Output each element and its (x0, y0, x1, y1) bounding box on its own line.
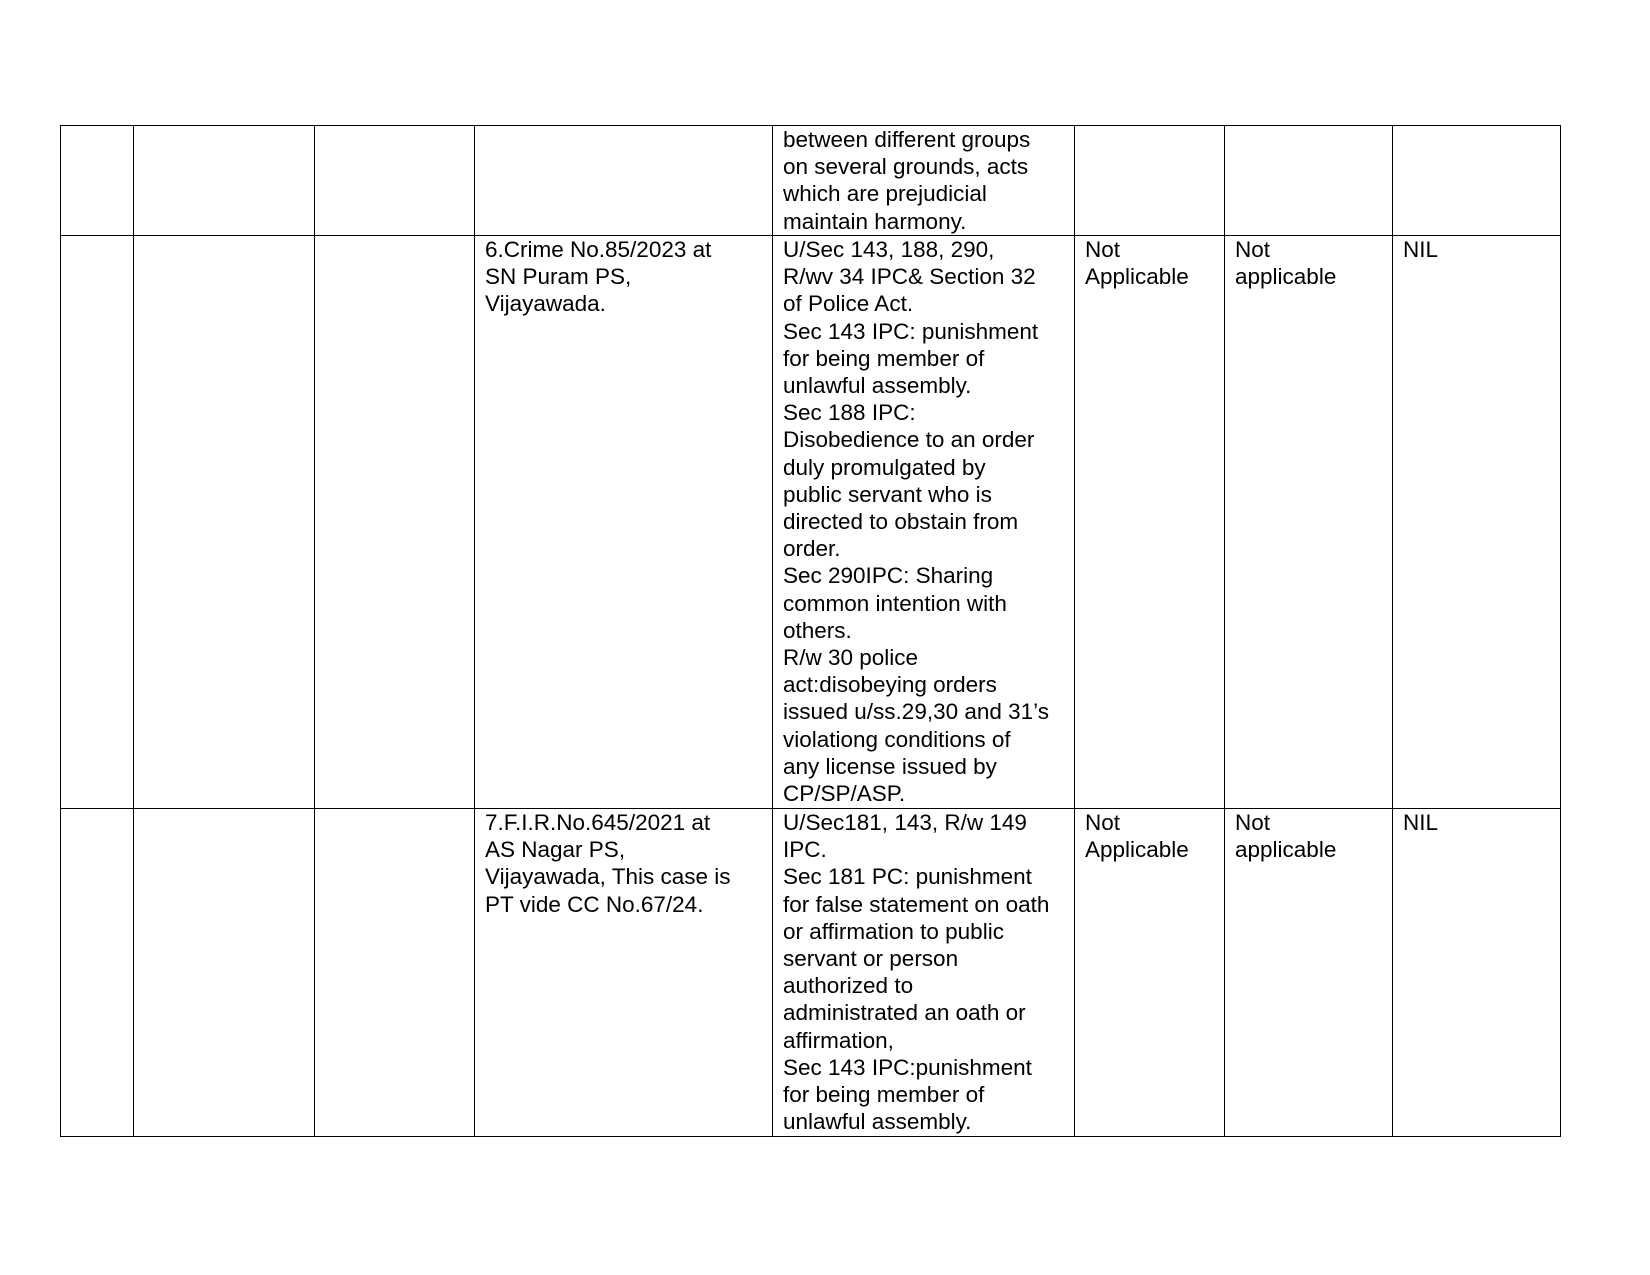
serial-cell (61, 126, 134, 236)
case-details-table (60, 125, 1561, 1137)
status-cell: Not applicable (1225, 809, 1393, 1137)
sections-cell: U/Sec 143, 188, 290, R/wv 34 IPC& Section 32 of Police Act. Sec 143 IPC: punishment for being member of unlawful assembly. Sec 188 IPC: Disobedience to an order duly promulgated by public servant who is directed to obstain from order. Sec 290IPC: Sharing common intention with others. R/w 30 police act:disobeying orders issued u/ss.29,30 and 31’s violationg conditions of any license issued by CP/SP/ASP. (773, 236, 1075, 809)
remarks-cell (1393, 126, 1561, 236)
remarks-cell: NIL (1393, 236, 1561, 809)
remarks-cell: NIL (1393, 809, 1561, 1137)
status-cell: Not applicable (1225, 236, 1393, 809)
sections-cell: between different groups on several grounds, acts which are prejudicial maintain harmony. (773, 126, 1075, 236)
table-row (61, 236, 1561, 809)
applicability-cell: Not Applicable (1075, 809, 1225, 1137)
name-cell (134, 809, 315, 1137)
applicability-cell (1075, 126, 1225, 236)
status-cell (1225, 126, 1393, 236)
case-number-cell: 6.Crime No.85/2023 at SN Puram PS, Vijayawada. (475, 236, 773, 809)
case-number-cell (475, 126, 773, 236)
table-row (61, 126, 1561, 236)
name-cell (134, 126, 315, 236)
applicability-cell: Not Applicable (1075, 236, 1225, 809)
serial-cell (61, 809, 134, 1137)
details-cell (315, 126, 475, 236)
name-cell (134, 236, 315, 809)
case-number-cell: 7.F.I.R.No.645/2021 at AS Nagar PS, Vijayawada, This case is PT vide CC No.67/24. (475, 809, 773, 1137)
serial-cell (61, 236, 134, 809)
sections-cell: U/Sec181, 143, R/w 149 IPC. Sec 181 PC: punishment for false statement on oath or affirmation to public servant or person authorized to administrated an oath or affirmation, Sec 143 IPC:punishment for being member of unlawful assembly. (773, 809, 1075, 1137)
details-cell (315, 236, 475, 809)
table-row (61, 809, 1561, 1137)
details-cell (315, 809, 475, 1137)
